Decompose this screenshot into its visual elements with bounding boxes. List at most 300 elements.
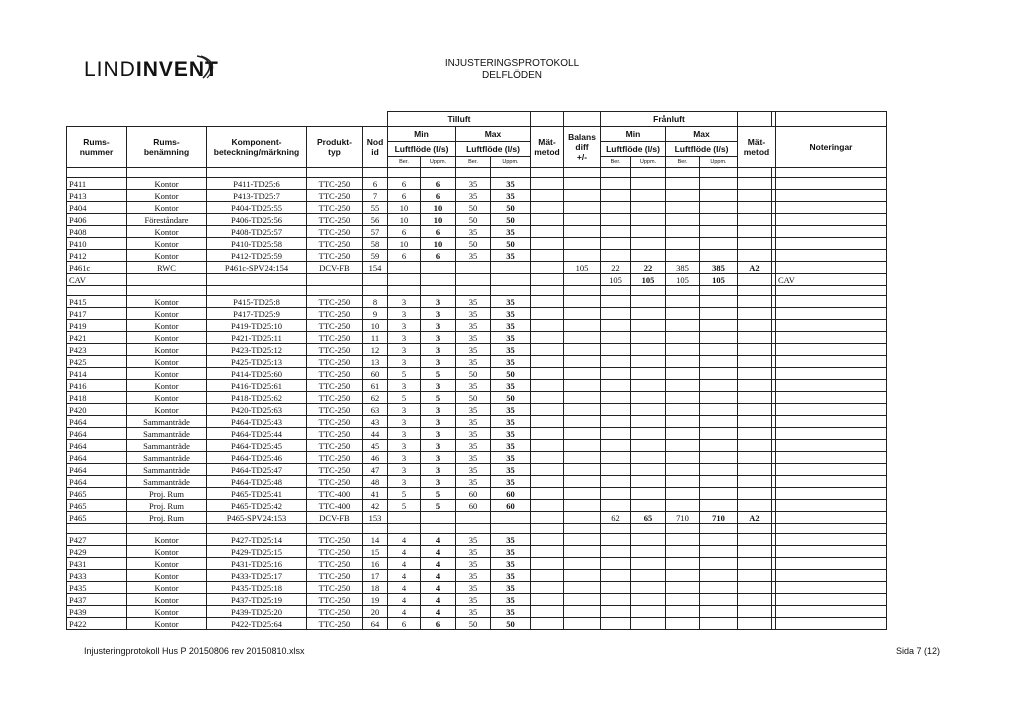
table-cell: P411-TD25:6 xyxy=(207,178,307,190)
table-cell xyxy=(421,512,456,524)
logo-text-invent: INVENT xyxy=(135,58,219,81)
table-cell: TTC-250 xyxy=(307,606,363,618)
table-cell: 4 xyxy=(421,570,456,582)
table-cell: P418 xyxy=(67,392,127,404)
table-cell xyxy=(776,512,887,524)
table-cell xyxy=(631,618,666,630)
table-cell: Kontor xyxy=(127,546,207,558)
table-cell xyxy=(601,416,631,428)
table-cell: 35 xyxy=(491,308,531,320)
table-cell xyxy=(700,618,738,630)
table-cell: 3 xyxy=(388,356,421,368)
table-cell: 6 xyxy=(421,250,456,262)
table-cell xyxy=(564,558,601,570)
table-cell: 35 xyxy=(456,534,491,546)
table-cell xyxy=(531,238,564,250)
tilluft-luftflode-min: Luftflöde (l/s) xyxy=(388,142,456,157)
table-cell xyxy=(564,440,601,452)
table-cell xyxy=(127,274,207,286)
table-cell xyxy=(738,238,772,250)
table-row xyxy=(67,368,887,380)
table-cell: 3 xyxy=(388,332,421,344)
table-cell: 35 xyxy=(491,464,531,476)
table-cell: 50 xyxy=(491,618,531,630)
table-cell xyxy=(776,488,887,500)
table-cell: 3 xyxy=(421,308,456,320)
table-cell: P423 xyxy=(67,344,127,356)
table-cell xyxy=(601,296,631,308)
table-cell xyxy=(738,380,772,392)
table-cell: Kontor xyxy=(127,308,207,320)
table-cell: 3 xyxy=(421,416,456,428)
table-cell xyxy=(666,178,700,190)
table-row xyxy=(67,500,887,512)
table-cell xyxy=(631,238,666,250)
table-cell xyxy=(776,190,887,202)
table-cell: 50 xyxy=(456,392,491,404)
table-cell xyxy=(738,546,772,558)
table-cell xyxy=(700,428,738,440)
table-cell: 35 xyxy=(491,226,531,238)
table-row xyxy=(67,356,887,368)
table-cell xyxy=(564,356,601,368)
table-cell: CAV xyxy=(776,274,887,286)
col-nod-id: Nod id xyxy=(363,127,388,168)
table-cell: P419 xyxy=(67,320,127,332)
table-cell: 22 xyxy=(631,262,666,274)
table-cell: P421 xyxy=(67,332,127,344)
table-cell xyxy=(631,488,666,500)
table-cell xyxy=(531,226,564,238)
table-cell xyxy=(564,488,601,500)
table-cell xyxy=(700,344,738,356)
franluft-matmetod: Mät- metod xyxy=(738,127,776,168)
table-cell xyxy=(631,332,666,344)
table-row xyxy=(67,274,887,286)
table-cell xyxy=(531,380,564,392)
table-cell: P420-TD25:63 xyxy=(207,404,307,416)
col-komponent: Komponent- beteckning/märkning xyxy=(207,127,307,168)
table-cell xyxy=(601,404,631,416)
table-cell: P437-TD25:19 xyxy=(207,594,307,606)
table-cell xyxy=(601,452,631,464)
table-cell xyxy=(601,428,631,440)
table-cell: 60 xyxy=(491,488,531,500)
table-cell xyxy=(631,606,666,618)
table-cell xyxy=(531,618,564,630)
franluft-luftflode-max: Luftflöde (l/s) xyxy=(666,142,738,157)
table-cell xyxy=(564,618,601,630)
table-cell xyxy=(531,570,564,582)
table-cell xyxy=(666,332,700,344)
table-cell xyxy=(631,226,666,238)
table-cell: P437 xyxy=(67,594,127,606)
table-cell: TTC-250 xyxy=(307,226,363,238)
table-cell xyxy=(456,512,491,524)
table-cell xyxy=(531,262,564,274)
table-cell xyxy=(776,440,887,452)
uppm-label: Uppm. xyxy=(491,157,531,168)
table-cell xyxy=(456,262,491,274)
table-cell xyxy=(564,308,601,320)
table-cell: Kontor xyxy=(127,178,207,190)
table-cell: 50 xyxy=(491,392,531,404)
table-cell xyxy=(738,582,772,594)
table-cell xyxy=(776,380,887,392)
ber-label: Ber. xyxy=(456,157,491,168)
table-cell: 61 xyxy=(363,380,388,392)
table-cell: Kontor xyxy=(127,238,207,250)
table-row xyxy=(67,262,887,274)
table-cell: 17 xyxy=(363,570,388,582)
table-cell xyxy=(700,534,738,546)
table-cell xyxy=(776,178,887,190)
table-cell xyxy=(738,308,772,320)
table-cell xyxy=(631,368,666,380)
table-cell: 6 xyxy=(388,226,421,238)
table-cell xyxy=(631,344,666,356)
table-cell xyxy=(491,262,531,274)
table-cell: DCV-FB xyxy=(307,262,363,274)
table-cell: 8 xyxy=(363,296,388,308)
table-cell xyxy=(700,190,738,202)
table-cell xyxy=(601,380,631,392)
table-cell: TTC-250 xyxy=(307,190,363,202)
table-cell: 35 xyxy=(491,356,531,368)
table-cell: 35 xyxy=(491,344,531,356)
table-cell xyxy=(531,202,564,214)
table-cell: Kontor xyxy=(127,606,207,618)
table-row xyxy=(67,392,887,404)
table-cell xyxy=(700,404,738,416)
table-cell: 44 xyxy=(363,428,388,440)
table-cell xyxy=(776,368,887,380)
table-cell xyxy=(631,250,666,262)
table-cell: Kontor xyxy=(127,558,207,570)
col-produkttyp: Produkt- typ xyxy=(307,127,363,168)
table-cell xyxy=(531,320,564,332)
table-cell xyxy=(531,546,564,558)
table-cell: Kontor xyxy=(127,202,207,214)
table-cell: P461c-SPV24:154 xyxy=(207,262,307,274)
table-cell xyxy=(738,214,772,226)
table-cell xyxy=(666,488,700,500)
table-cell: 35 xyxy=(491,332,531,344)
table-cell: 5 xyxy=(388,368,421,380)
table-cell xyxy=(700,594,738,606)
table-cell xyxy=(601,308,631,320)
table-cell xyxy=(531,558,564,570)
table-cell: Kontor xyxy=(127,332,207,344)
table-cell: P429-TD25:15 xyxy=(207,546,307,558)
ber-label: Ber. xyxy=(388,157,421,168)
table-row xyxy=(67,380,887,392)
table-cell: 22 xyxy=(601,262,631,274)
table-row xyxy=(67,582,887,594)
table-cell xyxy=(531,214,564,226)
table-cell xyxy=(666,428,700,440)
table-cell xyxy=(776,404,887,416)
table-cell: TTC-250 xyxy=(307,344,363,356)
table-cell xyxy=(601,570,631,582)
table-cell xyxy=(564,606,601,618)
table-cell xyxy=(738,190,772,202)
table-cell xyxy=(531,392,564,404)
table-cell xyxy=(601,320,631,332)
table-cell: 6 xyxy=(421,190,456,202)
table-cell: TTC-250 xyxy=(307,452,363,464)
table-cell: 105 xyxy=(564,262,601,274)
table-cell xyxy=(631,464,666,476)
table-cell xyxy=(700,476,738,488)
table-cell xyxy=(666,594,700,606)
table-cell: 35 xyxy=(491,190,531,202)
table-cell: 3 xyxy=(388,428,421,440)
table-cell xyxy=(776,356,887,368)
table-cell: 4 xyxy=(421,606,456,618)
table-cell xyxy=(531,250,564,262)
table-cell xyxy=(564,404,601,416)
table-cell: 35 xyxy=(456,296,491,308)
tilluft-header: Tilluft xyxy=(388,112,531,127)
table-cell xyxy=(531,594,564,606)
header-row-2 xyxy=(67,127,887,142)
table-cell xyxy=(601,202,631,214)
table-cell: 60 xyxy=(456,500,491,512)
table-cell: 105 xyxy=(601,274,631,286)
table-cell xyxy=(564,368,601,380)
table-cell xyxy=(776,618,887,630)
table-cell: TTC-250 xyxy=(307,464,363,476)
table-cell: RWC xyxy=(127,262,207,274)
table-cell: 62 xyxy=(601,512,631,524)
table-cell: P465-TD25:42 xyxy=(207,500,307,512)
table-cell xyxy=(666,618,700,630)
table-cell xyxy=(564,476,601,488)
table-cell xyxy=(666,404,700,416)
table-cell xyxy=(564,320,601,332)
table-cell: 10 xyxy=(388,238,421,250)
table-cell xyxy=(564,332,601,344)
table-row xyxy=(67,202,887,214)
table-cell: P435-TD25:18 xyxy=(207,582,307,594)
table-cell: P429 xyxy=(67,546,127,558)
table-cell xyxy=(776,582,887,594)
table-cell: 10 xyxy=(421,238,456,250)
table-cell xyxy=(666,570,700,582)
table-cell: TTC-250 xyxy=(307,238,363,250)
table-cell xyxy=(738,476,772,488)
table-row xyxy=(67,546,887,558)
table-cell: 3 xyxy=(388,344,421,356)
table-cell: 47 xyxy=(363,464,388,476)
table-cell xyxy=(531,582,564,594)
table-cell: TTC-250 xyxy=(307,440,363,452)
table-cell: 35 xyxy=(456,428,491,440)
table-cell: 35 xyxy=(456,250,491,262)
table-cell xyxy=(564,582,601,594)
table-cell xyxy=(601,594,631,606)
table-cell xyxy=(564,214,601,226)
table-cell: 154 xyxy=(363,262,388,274)
ber-label: Ber. xyxy=(666,157,700,168)
table-cell xyxy=(700,178,738,190)
table-cell: 10 xyxy=(421,202,456,214)
table-cell: 3 xyxy=(388,476,421,488)
table-cell: 50 xyxy=(456,368,491,380)
document-title xyxy=(0,58,1024,82)
table-row xyxy=(67,214,887,226)
table-cell: 35 xyxy=(491,380,531,392)
table-cell: 56 xyxy=(363,214,388,226)
table-cell: 3 xyxy=(388,404,421,416)
table-cell xyxy=(666,380,700,392)
table-cell: 5 xyxy=(421,500,456,512)
table-cell xyxy=(631,356,666,368)
table-cell: 35 xyxy=(491,606,531,618)
table-cell xyxy=(666,368,700,380)
table-cell xyxy=(564,416,601,428)
table-cell xyxy=(738,344,772,356)
table-cell xyxy=(666,226,700,238)
table-cell: 3 xyxy=(421,452,456,464)
table-cell xyxy=(666,546,700,558)
table-cell: P433 xyxy=(67,570,127,582)
table-cell: 43 xyxy=(363,416,388,428)
table-cell: P465 xyxy=(67,512,127,524)
table-cell: P413-TD25:7 xyxy=(207,190,307,202)
table-cell: 3 xyxy=(421,428,456,440)
ber-label: Ber. xyxy=(601,157,631,168)
table-cell: P415-TD25:8 xyxy=(207,296,307,308)
table-cell: P404-TD25:55 xyxy=(207,202,307,214)
table-cell: P464 xyxy=(67,428,127,440)
table-cell: 50 xyxy=(456,214,491,226)
table-cell: 35 xyxy=(491,250,531,262)
table-cell: Kontor xyxy=(127,618,207,630)
table-cell: P433-TD25:17 xyxy=(207,570,307,582)
table-cell xyxy=(700,582,738,594)
table-cell: TTC-250 xyxy=(307,546,363,558)
table-cell xyxy=(776,416,887,428)
table-cell: 35 xyxy=(456,190,491,202)
table-cell: P464 xyxy=(67,464,127,476)
spacer-row xyxy=(67,286,887,296)
table-cell: 50 xyxy=(491,214,531,226)
table-cell xyxy=(738,488,772,500)
table-cell xyxy=(564,238,601,250)
table-cell: Kontor xyxy=(127,582,207,594)
table-cell xyxy=(700,440,738,452)
spacer-row xyxy=(67,168,887,178)
table-cell: TTC-250 xyxy=(307,368,363,380)
header-row-1 xyxy=(67,112,887,127)
table-cell xyxy=(631,440,666,452)
table-cell: 5 xyxy=(421,392,456,404)
table-cell xyxy=(631,296,666,308)
table-cell: 18 xyxy=(363,582,388,594)
table-cell xyxy=(776,344,887,356)
table-row xyxy=(67,416,887,428)
tilluft-max: Max xyxy=(456,127,531,142)
table-cell: 6 xyxy=(388,618,421,630)
table-cell: Föreståndare xyxy=(127,214,207,226)
table-cell: 3 xyxy=(421,320,456,332)
table-cell: 35 xyxy=(491,428,531,440)
table-cell xyxy=(631,534,666,546)
table-cell: P425-TD25:13 xyxy=(207,356,307,368)
table-cell xyxy=(738,500,772,512)
table-cell: 35 xyxy=(456,464,491,476)
table-cell: 12 xyxy=(363,344,388,356)
franluft-header: Frånluft xyxy=(601,112,738,127)
table-row xyxy=(67,512,887,524)
franluft-min: Min xyxy=(601,127,666,142)
table-cell: 35 xyxy=(456,380,491,392)
table-cell: Kontor xyxy=(127,190,207,202)
table-row xyxy=(67,178,887,190)
table-cell xyxy=(700,238,738,250)
table-cell xyxy=(601,618,631,630)
table-cell xyxy=(631,570,666,582)
table-cell xyxy=(601,190,631,202)
table-cell xyxy=(666,250,700,262)
table-cell: P464 xyxy=(67,452,127,464)
table-cell xyxy=(776,452,887,464)
table-cell: 35 xyxy=(491,404,531,416)
table-cell: 153 xyxy=(363,512,388,524)
table-cell: 11 xyxy=(363,332,388,344)
table-cell: TTC-250 xyxy=(307,250,363,262)
table-cell xyxy=(601,332,631,344)
table-cell: 6 xyxy=(421,226,456,238)
table-cell: 35 xyxy=(456,308,491,320)
table-cell: 4 xyxy=(421,582,456,594)
table-cell xyxy=(564,546,601,558)
logo-text-lind: LIND xyxy=(84,58,136,81)
table-cell xyxy=(531,332,564,344)
table-cell: TTC-250 xyxy=(307,202,363,214)
table-cell: 60 xyxy=(363,368,388,380)
table-cell xyxy=(631,416,666,428)
table-cell xyxy=(738,250,772,262)
table-cell: P414 xyxy=(67,368,127,380)
table-cell: Kontor xyxy=(127,226,207,238)
table-cell: 6 xyxy=(388,190,421,202)
table-cell xyxy=(738,356,772,368)
table-row xyxy=(67,618,887,630)
table-cell: 4 xyxy=(421,594,456,606)
table-cell: 35 xyxy=(456,546,491,558)
table-cell: 14 xyxy=(363,534,388,546)
table-cell: 50 xyxy=(491,368,531,380)
table-cell xyxy=(666,582,700,594)
table-cell xyxy=(776,392,887,404)
table-cell xyxy=(738,332,772,344)
table-cell xyxy=(776,332,887,344)
table-cell: 64 xyxy=(363,618,388,630)
table-cell xyxy=(601,344,631,356)
table-cell: P411 xyxy=(67,178,127,190)
table-cell: Sammanträde xyxy=(127,440,207,452)
table-cell: Kontor xyxy=(127,570,207,582)
table-cell: 20 xyxy=(363,606,388,618)
table-cell: TTC-250 xyxy=(307,428,363,440)
table-cell: 35 xyxy=(491,440,531,452)
table-cell xyxy=(421,274,456,286)
table-cell: 35 xyxy=(491,594,531,606)
table-cell xyxy=(700,392,738,404)
